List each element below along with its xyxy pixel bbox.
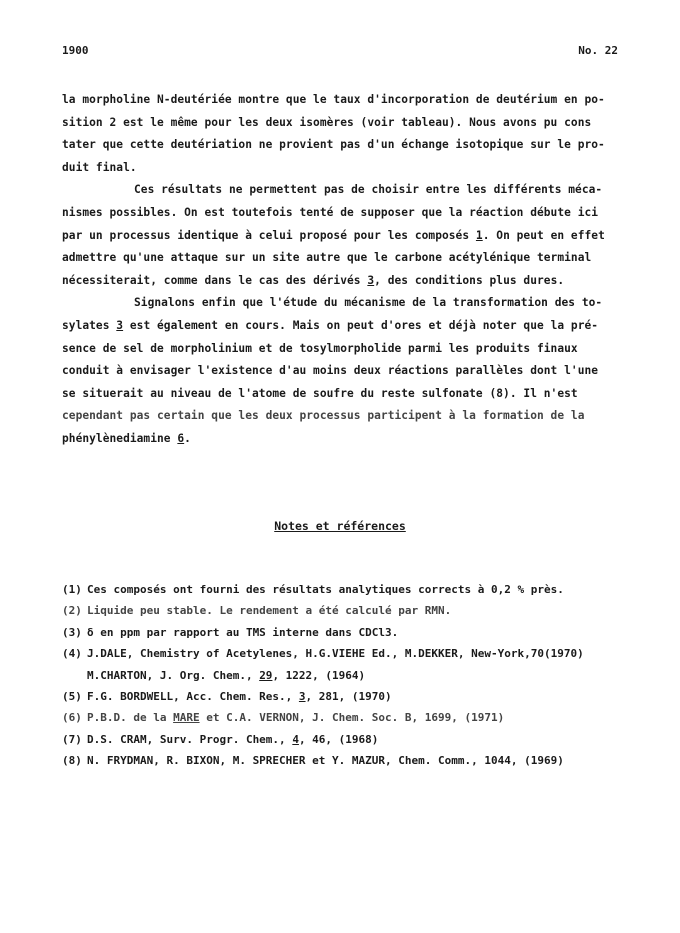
body-line: Signalons enfin que l'étude du mécanisme de la transformation des to- [134,296,603,310]
note-text: D.S. CRAM, Surv. Progr. Chem., 4, 46, (1968) [87,732,379,746]
body-line: phénylènediamine 6. [62,431,191,445]
body-text [62,89,622,451]
body-line: par un processus identique à celui proposé pour les composés 1. On peut en effet [62,228,605,242]
note-number: (2) [62,604,82,618]
note-item [62,707,622,728]
notes-title: Notes et références [274,519,406,533]
note-number: (1) [62,583,82,596]
body-line: nismes possibles. On est toutefois tenté de supposer que la réaction débute ici [62,205,599,219]
body-line: la morpholine N-deutériée montre que le taux d'incorporation de deutérium en po- [62,93,605,106]
body-line: sence de sel de morpholinium et de tosylmorpholide parmi les produits finaux [62,341,578,355]
note-item [62,600,622,621]
note-text: J.DALE, Chemistry of Acetylenes, H.G.VIEHE Ed., M.DEKKER, New-York,70(1970) [87,647,584,661]
note-text: Liquide peu stable. Le rendement a été calculé par RMN. [87,604,452,618]
body-line: nécessiterait, comme dans le cas des dérivés 3, des conditions plus dures. [62,273,565,287]
note-number: (6) [62,711,82,725]
note-item [62,729,622,750]
note-text: N. FRYDMAN, R. BIXON, M. SPRECHER et Y. MAZUR, Chem. Comm., 1044, (1969) [87,754,564,768]
note-item [62,686,622,707]
note-number: (4) [62,647,82,661]
note-item [62,579,622,600]
note-continuation: M.CHARTON, J. Org. Chem., 29, 1222, (1964) [87,668,366,682]
note-text: F.G. BORDWELL, Acc. Chem. Res., 3, 281, (1970) [87,689,392,703]
body-line: Ces résultats ne permettent pas de choisir entre les différents méca- [134,183,603,197]
note-number: (7) [62,732,82,746]
body-line: tater que cette deutériation ne provient pas d'un échange isotopique sur le pro- [62,138,605,152]
note-item [62,643,622,664]
notes-heading [0,519,680,533]
body-line: conduit à envisager l'existence d'au moins deux réactions parallèles dont l'une [62,364,599,378]
body-line: duit final. [62,160,137,174]
note-item [62,622,622,643]
note-number: (5) [62,689,82,703]
notes-list [62,579,622,772]
body-line: cependant pas certain que les deux processus participent à la formation de la [62,409,585,423]
note-text: Ces composés ont fourni des résultats analytiques corrects à 0,2 % près. [87,583,564,596]
note-text: P.B.D. de la MARE et C.A. VERNON, J. Chem. Soc. B, 1699, (1971) [87,711,505,725]
note-number: (3) [62,625,82,639]
issue-number: No. 22 [578,44,618,57]
note-text: δ en ppm par rapport au TMS interne dans CDCl3. [87,625,399,639]
body-line: se situerait au niveau de l'atome de soufre du reste sulfonate (8). Il n'est [62,386,578,400]
body-line: sylates 3 est également en cours. Mais on peut d'ores et déjà noter que la pré- [62,318,599,332]
page-number: 1900 [62,44,89,57]
body-line: sition 2 est le même pour les deux isomères (voir tableau). Nous avons pu cons [62,115,592,129]
note-number: (8) [62,754,82,768]
note-item [62,750,622,771]
body-line: admettre qu'une attaque sur un site autre que le carbone acétylénique terminal [62,251,592,265]
